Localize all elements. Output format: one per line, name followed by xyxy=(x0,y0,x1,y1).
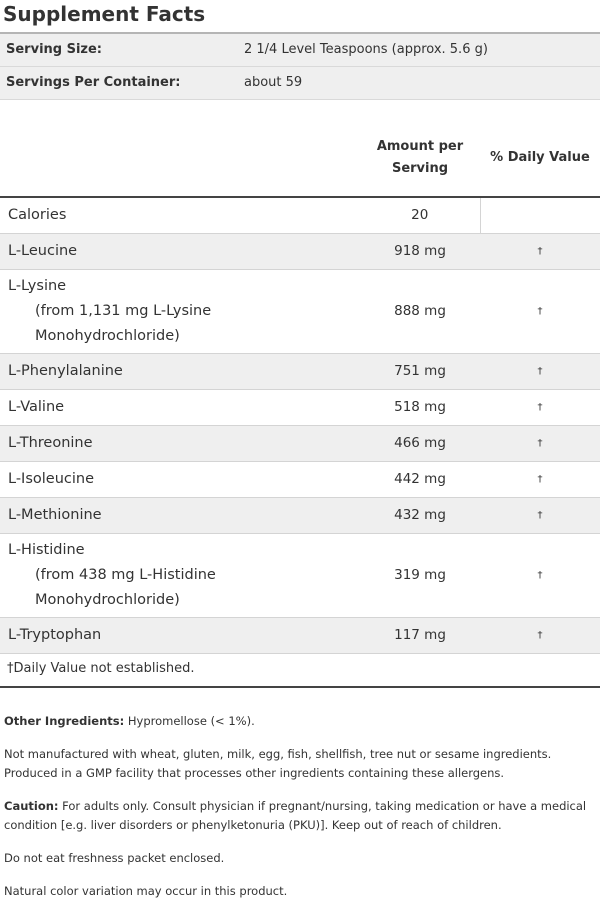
servings-per-container-label: Servings Per Container: xyxy=(6,75,181,90)
caution-statement xyxy=(4,797,600,835)
nutrient-source-cont: Monohydrochloride) xyxy=(35,591,180,608)
nutrient-name-text: L-Methionine xyxy=(8,506,102,523)
nutrient-amount: 442 mg xyxy=(360,461,480,497)
nutrient-daily-value: † xyxy=(480,497,600,533)
freshness-statement: Do not eat freshness packet enclosed. xyxy=(4,850,225,865)
nutrient-daily-value: † xyxy=(480,389,600,425)
nutrient-daily-value xyxy=(480,197,600,234)
serving-info-table xyxy=(0,32,600,100)
nutrient-name xyxy=(0,197,360,234)
nutrient-amount: 518 mg xyxy=(360,389,480,425)
caution-text: For adults only. Consult physician if pregnant/nursing, taking medication or have a medical condition [e.g. liver disorders or phenylketonuria (PKU)]. Keep out of reach of children. xyxy=(4,798,587,832)
nutrient-amount: 751 mg xyxy=(360,353,480,389)
page-title: Supplement Facts xyxy=(3,2,206,26)
nutrient-source-cont: Monohydrochloride) xyxy=(35,327,180,344)
nutrient-name-text: L-Tryptophan xyxy=(8,626,102,643)
nutrient-name xyxy=(0,269,360,353)
serving-size-value: 2 1/4 Level Teaspoons (approx. 5.6 g) xyxy=(244,42,488,58)
amount-header-line1: Amount per xyxy=(376,138,464,154)
nutrient-name-text: L-Isoleucine xyxy=(8,470,95,487)
nutrient-name xyxy=(0,389,360,425)
label-notes xyxy=(0,712,604,901)
nutrient-source: (from 1,131 mg L-Lysine xyxy=(35,302,212,319)
nutrient-daily-value: † xyxy=(480,617,600,653)
nutrient-daily-value: † xyxy=(480,269,600,353)
nutrient-amount: 319 mg xyxy=(360,533,480,617)
nutrient-name-text: L-Histidine xyxy=(8,541,85,558)
nutrient-name-text: L-Phenylalanine xyxy=(8,362,123,379)
nutrient-amount: 918 mg xyxy=(360,233,480,269)
daily-value-header: % Daily Value xyxy=(480,120,600,197)
nutrient-amount: 117 mg xyxy=(360,617,480,653)
nutrient-row xyxy=(0,497,600,533)
serving-size-label: Serving Size: xyxy=(6,42,103,58)
nutrient-amount: 432 mg xyxy=(360,497,480,533)
nutrient-daily-value: † xyxy=(480,425,600,461)
nutrient-amount: 20 xyxy=(360,197,480,234)
other-ingredients xyxy=(4,712,600,731)
servings-per-container-value: about 59 xyxy=(244,75,303,90)
allergen-statement: Not manufactured with wheat, gluten, milk, egg, fish, shellfish, tree nut or sesame ingredients. Produced in a GMP facility that processes other ingredients containing these allergens. xyxy=(4,746,552,780)
caution-label: Caution: xyxy=(4,798,59,813)
nutrient-name-text: L-Threonine xyxy=(8,434,93,451)
nutrient-daily-value: † xyxy=(480,461,600,497)
nutrient-row xyxy=(0,233,600,269)
nutrient-row xyxy=(0,533,600,617)
nutrient-name-text: L-Lysine xyxy=(8,277,67,294)
serving-size-row xyxy=(0,33,600,66)
nutrient-daily-value: † xyxy=(480,233,600,269)
daily-value-footnote: †Daily Value not established. xyxy=(0,654,600,688)
nutrient-amount: 466 mg xyxy=(360,425,480,461)
amount-header xyxy=(360,120,480,197)
nutrient-name xyxy=(0,617,360,653)
nutrient-daily-value: † xyxy=(480,533,600,617)
nutrient-daily-value: † xyxy=(480,353,600,389)
nutrient-name xyxy=(0,233,360,269)
nutrient-row xyxy=(0,425,600,461)
nutrient-row xyxy=(0,197,600,234)
nutrient-row xyxy=(0,269,600,353)
nutrient-name xyxy=(0,461,360,497)
nutrient-amount: 888 mg xyxy=(360,269,480,353)
nutrient-name xyxy=(0,533,360,617)
nutrient-row xyxy=(0,617,600,653)
nutrient-name xyxy=(0,497,360,533)
nutrient-name xyxy=(0,425,360,461)
other-ingredients-text: Hypromellose (< 1%). xyxy=(124,713,255,728)
color-statement: Natural color variation may occur in this product. xyxy=(4,883,288,898)
nutrient-name-text: Calories xyxy=(8,206,67,223)
nutrient-name-text: L-Valine xyxy=(8,398,65,415)
nutrient-row xyxy=(0,461,600,497)
nutrient-source: (from 438 mg L-Histidine xyxy=(35,566,216,583)
nutrient-name-header xyxy=(0,120,360,197)
nutrient-row xyxy=(0,389,600,425)
nutrient-name xyxy=(0,353,360,389)
servings-per-container-row xyxy=(0,66,600,99)
nutrient-header-row xyxy=(0,120,600,197)
nutrient-table xyxy=(0,120,600,654)
nutrient-row xyxy=(0,353,600,389)
other-ingredients-label: Other Ingredients: xyxy=(4,713,125,728)
nutrient-name-text: L-Leucine xyxy=(8,242,78,259)
amount-header-line2: Serving xyxy=(391,160,449,176)
